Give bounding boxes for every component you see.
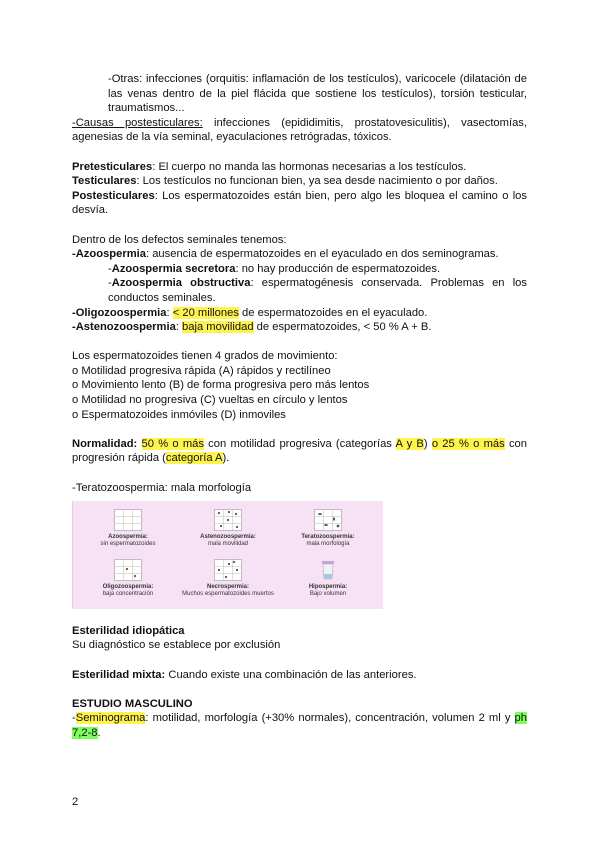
figure-title: Hipospermia: (308, 584, 348, 591)
text-astenozoospermia: de espermatozoides, < 50 % A + B. (253, 321, 432, 334)
figure-cell-oligozoospermia (78, 559, 178, 598)
grade-item: o Motilidad no progresiva (C) vueltas en círculo y lentos (72, 394, 348, 407)
paragraph-seminograma (72, 711, 527, 740)
label-azoospermia-secretora: Azoospermia secretora (111, 262, 236, 275)
item-azoospermia-secretora: -Azoospermia secretora: no hay producción de espermatozoides. (108, 262, 441, 275)
sperm-defects-figure (72, 501, 383, 609)
grade-item: o Motilidad progresiva rápida (A) rápidos y rectilíneo (72, 364, 331, 377)
paragraph-normalidad (72, 437, 527, 466)
label-azoospermia: -Azoospermia (72, 248, 146, 261)
highlight-normalidad-1: 50 % o más (141, 437, 204, 450)
highlight-normalidad-2: A y B (395, 437, 424, 450)
paragraph-esterilidad-mixta (72, 668, 527, 683)
paragraph-otras: -Otras: infecciones (orquitis: inflamación de los testículos), varicocele (dilatación de las venas dentro de la piel flácida que sostiene los testículos), torsión testicular, traumatismos... (108, 73, 527, 115)
figure-subtitle: sin espermatozoides (100, 541, 156, 548)
text-seminograma-end: . (97, 726, 101, 739)
figure-cell-necrospermia (178, 559, 278, 598)
label-esterilidad-mixta: Esterilidad mixta: (72, 668, 166, 681)
figure-title: Teratozoospermia: (301, 534, 355, 541)
text-azoospermia-secretora: : no hay producción de espermatozoides. (235, 262, 441, 275)
paragraph-pretesticulares (72, 160, 527, 175)
item-azoospermia-obstructiva: -Azoospermia obstructiva: espermatogénesis conservada. Problemas en los conductos seminales. (108, 277, 528, 304)
text-normalidad-2: ) (423, 437, 432, 450)
dash: - (72, 712, 76, 725)
paragraph-teratozoospermia: -Teratozoospermia: mala morfología (72, 481, 252, 494)
figure-subtitle: Muchos espermatozoides muertos (182, 591, 274, 598)
label-postesticulares-causes: -Causas postesticulares: (72, 116, 203, 129)
figure-title: Necrospermia: (206, 584, 250, 591)
highlight-seminograma: Seminograma (75, 712, 146, 725)
grid-empty-icon (114, 509, 142, 531)
grades-intro: Los espermatozoides tienen 4 grados de movimiento: (72, 350, 338, 363)
text-oligozoospermia: de espermatozoides en el eyaculado. (238, 306, 428, 319)
label-testiculares: Testiculares (72, 175, 137, 188)
paragraph-testiculares (72, 174, 527, 189)
text-postesticulares: : Los espermatozoides están bien, pero algo les bloquea el camino o los desvía. (72, 189, 527, 217)
label-postesticulares: Postesticulares (72, 189, 155, 202)
item-oligozoospermia: -Oligozoospermia: < 20 millones de espermatozoides en el eyaculado. (72, 306, 428, 319)
heading-estudio-masculino: ESTUDIO MASCULINO (72, 697, 193, 710)
label-oligozoospermia: -Oligozoospermia (72, 306, 167, 319)
text-postesticulares-causes: infecciones (epididimitis, prostatovesiculitis), vasectomías, agenesias de la vía seminal, eyaculaciones retrógradas, tóxicos. (72, 116, 528, 144)
figure-subtitle: Bajo volumen (309, 591, 347, 598)
figure-cell-teratozoospermia (278, 509, 378, 548)
figure-cell-azoospermia (78, 509, 178, 548)
paragraph-postesticulares (72, 189, 527, 218)
grid-dead-sperm-icon (214, 559, 242, 581)
label-pretesticulares: Pretesticulares (72, 160, 153, 173)
defects-intro: Dentro de los defectos seminales tenemos: (72, 233, 287, 246)
label-azoospermia-obstructiva: Azoospermia obstructiva (111, 277, 251, 290)
page-number: 2 (72, 796, 79, 808)
item-astenozoospermia: -Astenozoospermia: baja movilidad de espermatozoides, < 50 % A + B. (72, 321, 432, 334)
grade-item: o Espermatozoides inmóviles (D) inmoviles (72, 408, 286, 421)
highlight-ph: ph 7,2-8 (72, 712, 527, 739)
grade-item: o Movimiento lento (B) de forma progresiva pero más lentos (72, 379, 370, 392)
label-normalidad: Normalidad: (72, 437, 138, 450)
cup-icon (314, 559, 342, 581)
text-pretesticulares: : El cuerpo no manda las hormonas necesarias a los testículos. (152, 160, 467, 173)
figure-cell-astenozoospermia (178, 509, 278, 548)
figure-title: Oligozoospermia: (102, 584, 154, 591)
highlight-oligozoospermia: < 20 millones (172, 306, 239, 319)
highlight-normalidad-3: o 25 % o más (431, 437, 505, 450)
text-azoospermia: : ausencia de espermatozoides en el eyaculado en dos seminogramas. (145, 248, 499, 261)
text-normalidad-1: con motilidad progresiva (categorías (203, 437, 396, 450)
text-seminograma: : motilidad, morfología (+30% normales), concentración, volumen 2 ml y (145, 712, 515, 725)
label-astenozoospermia: -Astenozoospermia (72, 321, 176, 334)
grid-few-sperm-icon (114, 559, 142, 581)
figure-cell-hipospermia (278, 559, 378, 598)
text-testiculares: : Los testículos no funcionan bien, ya sea desde nacimiento o por daños. (136, 175, 498, 188)
highlight-normalidad-4: categoría A (165, 452, 223, 465)
figure-title: Azoospermia: (108, 534, 148, 541)
highlight-astenozoospermia: baja movilidad (182, 321, 254, 334)
figure-subtitle: mala movilidad (207, 541, 249, 548)
figure-subtitle: baja concentración (102, 591, 154, 598)
text-normalidad-4: ). (222, 452, 230, 465)
grid-slow-sperm-icon (214, 509, 242, 531)
grid-malformed-sperm-icon (314, 509, 342, 531)
item-azoospermia (72, 247, 527, 262)
text-azoospermia-obstructiva: : espermatogénesis conservada. Problemas en los conductos seminales. (108, 277, 528, 304)
heading-esterilidad-idiopatica: Esterilidad idiopática (72, 624, 185, 637)
figure-title: Astenozoospermia: (200, 534, 256, 541)
text-esterilidad-idiopatica: Su diagnóstico se establece por exclusión (72, 639, 281, 652)
figure-subtitle: mala morfología (306, 541, 350, 548)
text-normalidad-3: con progresión rápida ( (72, 437, 527, 465)
document-page (72, 72, 527, 741)
paragraph-postesticulares-causes (72, 116, 527, 145)
text-esterilidad-mixta: Cuando existe una combinación de las anteriores. (165, 668, 417, 681)
